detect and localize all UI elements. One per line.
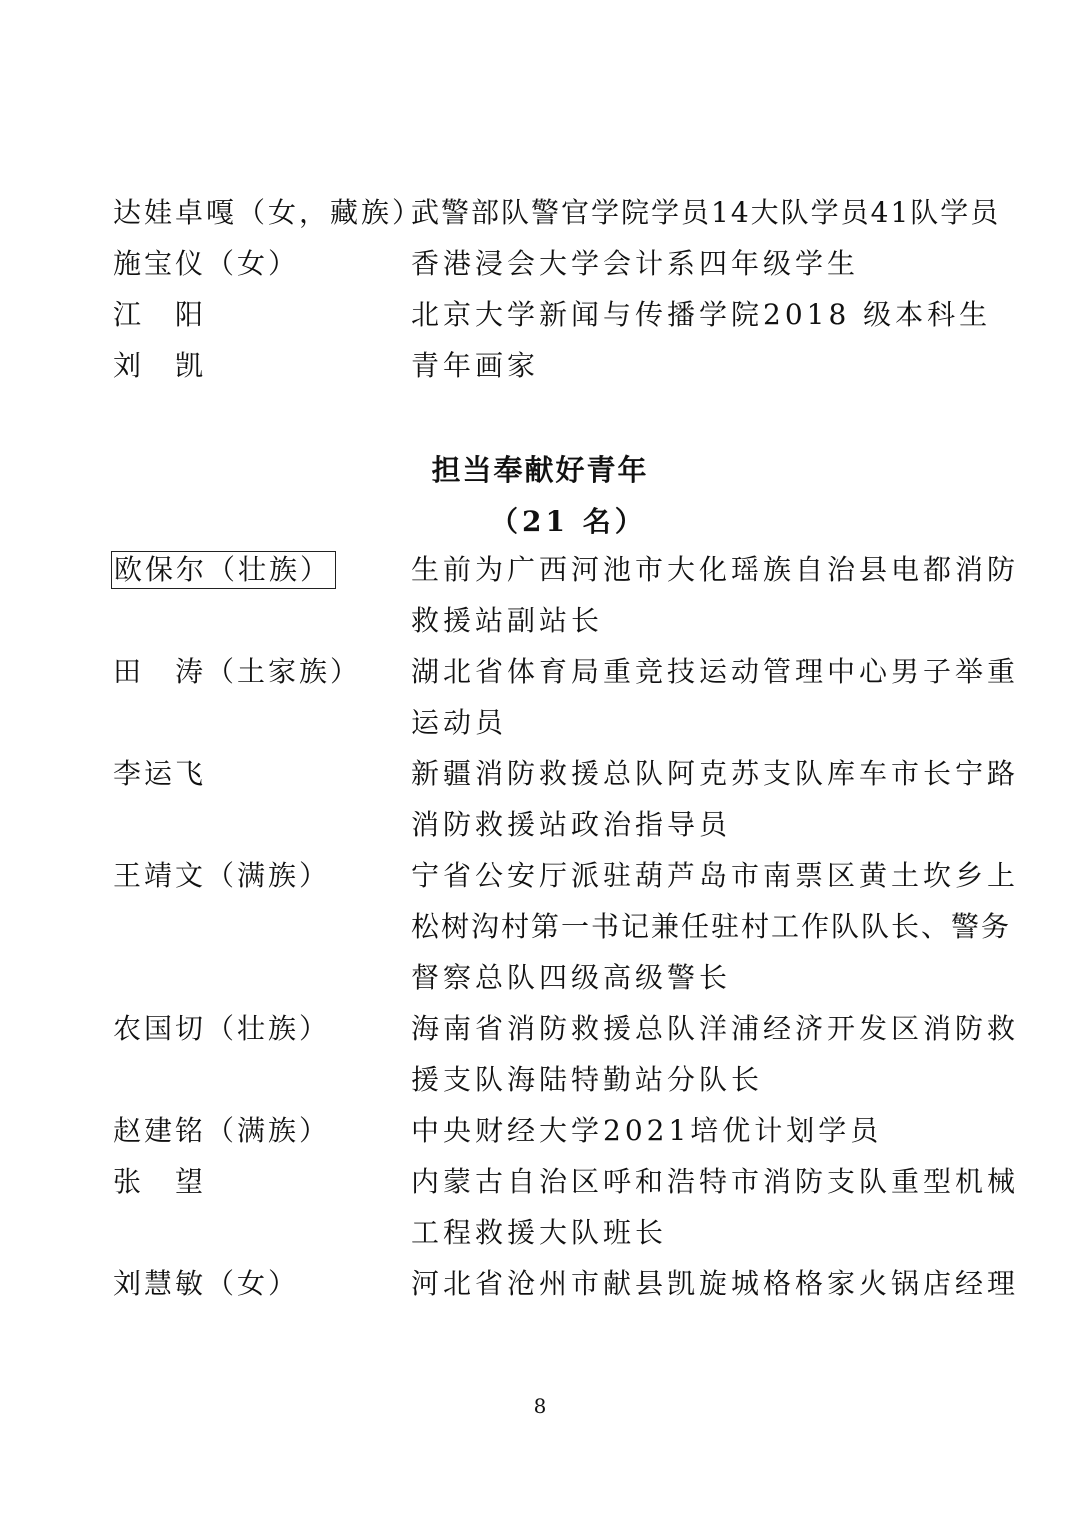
person-name: 农国切（壮族） bbox=[113, 1012, 331, 1045]
list-item-continuation bbox=[0, 1054, 1080, 1105]
person-name: 张 望 bbox=[113, 1165, 207, 1198]
person-description-line: 救援站副站长 bbox=[411, 604, 604, 637]
list-item-continuation bbox=[0, 952, 1080, 1003]
list-item-continuation bbox=[0, 799, 1080, 850]
person-description-line: 消防救援站政治指导员 bbox=[411, 808, 732, 841]
list-item bbox=[0, 340, 1080, 391]
person-name: 李运飞 bbox=[113, 757, 207, 790]
person-name: 施宝仪（女） bbox=[113, 247, 300, 280]
person-description-line: 湖北省体育局重竞技运动管理中心男子举重 bbox=[411, 655, 1020, 688]
person-description-line: 内蒙古自治区呼和浩特市消防支队重型机械 bbox=[411, 1165, 1020, 1198]
list-item-continuation bbox=[0, 901, 1080, 952]
person-description-line: 松树沟村第一书记兼任驻村工作队队长、警务 bbox=[411, 910, 1012, 943]
person-description-line: 生前为广西河池市大化瑶族自治县电都消防 bbox=[411, 553, 1020, 586]
person-description-line: 督察总队四级高级警长 bbox=[411, 961, 732, 994]
section-title: 担当奉献好青年 bbox=[431, 453, 649, 487]
person-name: 刘 凯 bbox=[113, 349, 207, 382]
person-description-line: 工程救援大队班长 bbox=[411, 1216, 668, 1249]
list-item bbox=[0, 646, 1080, 697]
person-description-line: 宁省公安厅派驻葫芦岛市南票区黄土坎乡上 bbox=[411, 859, 1020, 892]
list-item bbox=[0, 1156, 1080, 1207]
person-description: 武警部队警官学院学员14大队学员41队学员 bbox=[411, 196, 1001, 229]
person-name: 达娃卓嘎（女，藏族） bbox=[113, 196, 424, 229]
list-item bbox=[0, 187, 1080, 238]
person-name: 田 涛（土家族） bbox=[113, 655, 362, 688]
page-number: 8 bbox=[533, 1394, 547, 1418]
list-item bbox=[0, 1003, 1080, 1054]
person-description-line: 援支队海陆特勤站分队长 bbox=[411, 1063, 764, 1096]
person-description-line: 河北省沧州市献县凯旋城格格家火锅店经理 bbox=[411, 1267, 1020, 1300]
person-description: 青年画家 bbox=[411, 349, 540, 382]
list-item bbox=[0, 1105, 1080, 1156]
list-item-continuation bbox=[0, 1207, 1080, 1258]
section-count: （21 名） bbox=[490, 505, 647, 538]
person-name: 刘慧敏（女） bbox=[113, 1267, 300, 1300]
person-description: 北京大学新闻与传播学院2018 级本科生 bbox=[411, 298, 992, 331]
person-description-line: 新疆消防救援总队阿克苏支队库车市长宁路 bbox=[411, 757, 1020, 790]
list-item bbox=[0, 1258, 1080, 1309]
person-name-boxed bbox=[113, 544, 336, 595]
list-item bbox=[0, 544, 1080, 595]
list-item bbox=[0, 850, 1080, 901]
person-description-line: 中央财经大学2021培优计划学员 bbox=[411, 1114, 883, 1147]
person-description: 香港浸会大学会计系四年级学生 bbox=[411, 247, 860, 280]
list-item-continuation bbox=[0, 697, 1080, 748]
person-description-line: 运动员 bbox=[411, 706, 508, 739]
list-item bbox=[0, 748, 1080, 799]
person-name: 赵建铭（满族） bbox=[113, 1114, 331, 1147]
list-item bbox=[0, 238, 1080, 289]
list-item-continuation bbox=[0, 595, 1080, 646]
highlighted-name-box: 欧保尔（壮族） bbox=[111, 551, 336, 589]
list-item bbox=[0, 289, 1080, 340]
person-name: 江 阳 bbox=[113, 298, 207, 331]
person-description-line: 海南省消防救援总队洋浦经济开发区消防救 bbox=[411, 1012, 1020, 1045]
person-name: 王靖文（满族） bbox=[113, 859, 331, 892]
